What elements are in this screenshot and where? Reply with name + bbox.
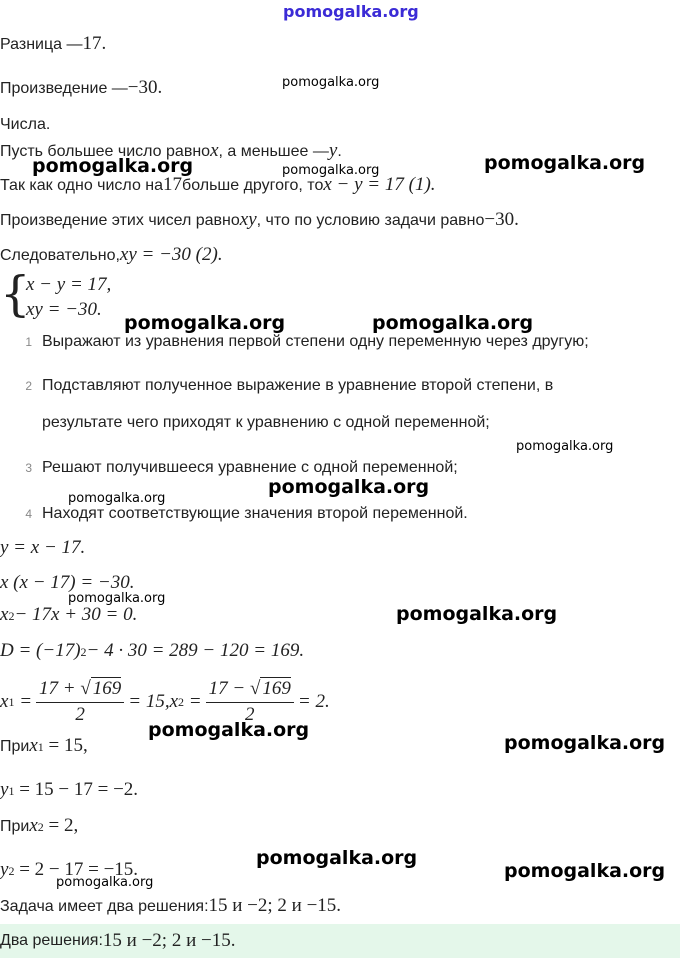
product-mid: , что по условию задачи равно (256, 212, 485, 229)
x1-fraction: $\frac{17 + √ 169}{2}$ (36, 678, 124, 726)
x2-denominator: 2 (245, 704, 255, 725)
step-text: Выражают из уравнения первой степени одну переменную через другую; (42, 333, 589, 350)
conclusion-values: 15 и −2; 2 и −15. (208, 895, 342, 916)
watermark: pomogalka.org (268, 476, 430, 498)
when-x1-line (0, 735, 88, 757)
x2-sub: 2 (178, 694, 185, 709)
x1-var: x (29, 735, 38, 756)
watermark: pomogalka.org (282, 75, 380, 90)
x2-value: = 2, (48, 815, 79, 836)
solution-eq-2: x (x − 17) = −30. (0, 572, 135, 593)
x2-result: = 2. (297, 691, 330, 712)
step-number: 2 (25, 379, 32, 393)
x2-sub: 2 (37, 820, 44, 834)
disc-a: D = (−17) (0, 640, 81, 661)
watermark: pomogalka.org (504, 860, 666, 882)
step-item (18, 505, 468, 523)
x1-denominator: 2 (75, 704, 85, 725)
y1-line (0, 779, 138, 801)
when-x2-line (0, 815, 78, 837)
watermark: pomogalka.org (256, 847, 418, 869)
discriminant (0, 640, 304, 662)
when-label: При (0, 818, 30, 835)
watermark: pomogalka.org (68, 591, 166, 606)
step-text: Решают получившееся уравнение с одной переменной; (42, 459, 458, 476)
y2-value: = 2 − 17 = −15. (19, 859, 139, 880)
var-y: y (328, 140, 338, 161)
x1-numerator: 17 + (39, 678, 81, 699)
equation-1: x − y = 17 (1). (323, 174, 436, 195)
step-item-cont (42, 414, 490, 432)
let-text: Пусть большее число равно (0, 143, 211, 160)
let-mid: , а меньшее — (218, 143, 329, 160)
watermark: pomogalka.org (56, 875, 154, 890)
watermark: pomogalka.org (516, 439, 614, 454)
x2-numerator: 17 − (208, 678, 250, 699)
y1-var: y (0, 779, 9, 800)
since-mid: больше другого, то (182, 177, 324, 194)
y1-value: = 15 − 17 = −2. (19, 779, 139, 800)
since-text: Так как одно число на (0, 177, 164, 194)
solution-eq-1: y = x − 17. (0, 537, 86, 558)
var-x: x (210, 140, 219, 161)
equation-2: xy = −30 (2). (119, 244, 223, 265)
conclusion-line (0, 895, 341, 917)
system-eq-2: xy = −30. (26, 299, 102, 320)
numbers-heading (0, 116, 50, 134)
product-statement (0, 209, 519, 231)
conclusion-text: Задача имеет два решения: (0, 898, 209, 915)
x1-sub: 1 (8, 694, 15, 709)
disc-b: − 4 · 30 = 289 − 120 = 169. (86, 640, 305, 661)
roots-line: x 1 = $\frac{17 + √ 169}{2}$ = 15, x 2 = $\frac{17 - √ 169}{2}$ = 2. (0, 678, 330, 725)
eq3-rest: − 17x + 30 = 0. (14, 604, 138, 625)
watermark: pomogalka.org (283, 2, 419, 21)
numbers-label: Числа. (0, 116, 51, 133)
watermark: pomogalka.org (484, 152, 646, 174)
let-end: . (337, 143, 342, 160)
x1-value: = 15, (48, 735, 88, 756)
x2-radicand: 169 (262, 678, 291, 699)
step-item (18, 333, 589, 351)
watermark: pomogalka.org (372, 312, 534, 334)
difference-label: Разница — (0, 36, 83, 53)
system-brace: { (0, 266, 31, 322)
eq3-sup: 2 (8, 609, 15, 623)
x1-var: x (0, 691, 9, 712)
watermark: pomogalka.org (124, 312, 286, 334)
step-text: Подставляют полученное выражение в уравнение второй степени, в (42, 377, 554, 394)
product-label: Произведение — (0, 80, 128, 97)
answer-value: 15 и −2; 2 и −15. (102, 930, 236, 951)
product-xy: xy (239, 209, 257, 230)
difference-value: 17. (82, 33, 107, 54)
since-line (0, 174, 436, 196)
x2-fraction: $\frac{17 - √ 169}{2}$ (206, 678, 294, 726)
solution-eq-3 (0, 604, 137, 626)
step-number: 1 (25, 335, 32, 349)
answer-box (0, 924, 680, 958)
product-value: −30. (127, 77, 163, 98)
eq3-x: x (0, 604, 9, 625)
step-item (18, 377, 553, 395)
watermark: pomogalka.org (504, 732, 666, 754)
let-line (0, 140, 342, 162)
y2-sub: 2 (8, 864, 15, 878)
x1-result: = 15, (128, 691, 170, 712)
watermark: pomogalka.org (32, 155, 194, 177)
since-17: 17 (163, 174, 183, 195)
watermark: pomogalka.org (148, 719, 310, 741)
watermark: pomogalka.org (282, 163, 380, 178)
watermark: pomogalka.org (68, 491, 166, 506)
product-line (0, 77, 162, 99)
x1-radicand: 169 (92, 678, 122, 699)
difference-line (0, 33, 106, 55)
y2-line (0, 859, 138, 881)
watermark: pomogalka.org (396, 603, 558, 625)
x2-var: x (169, 691, 179, 712)
step-text: Находят соответствующие значения второй переменной. (42, 505, 468, 522)
product-val: −30. (484, 209, 519, 230)
system-eq-1: x − y = 17, (26, 274, 112, 295)
when-label: При (0, 738, 30, 755)
step-number: 4 (25, 507, 32, 521)
product-text: Произведение этих чисел равно (0, 212, 240, 229)
answer-label: Два решения: (0, 932, 103, 949)
step-text: результате чего приходят к уравнению с одной переменной; (42, 414, 490, 431)
therefore-text: Следовательно, (0, 247, 120, 264)
disc-sup: 2 (80, 645, 87, 659)
y1-sub: 1 (8, 784, 15, 798)
y2-var: y (0, 859, 9, 880)
x1-sub: 1 (37, 740, 44, 754)
therefore-line (0, 244, 223, 266)
step-number: 3 (25, 461, 32, 475)
step-item (18, 459, 458, 477)
x2-var: x (29, 815, 38, 836)
